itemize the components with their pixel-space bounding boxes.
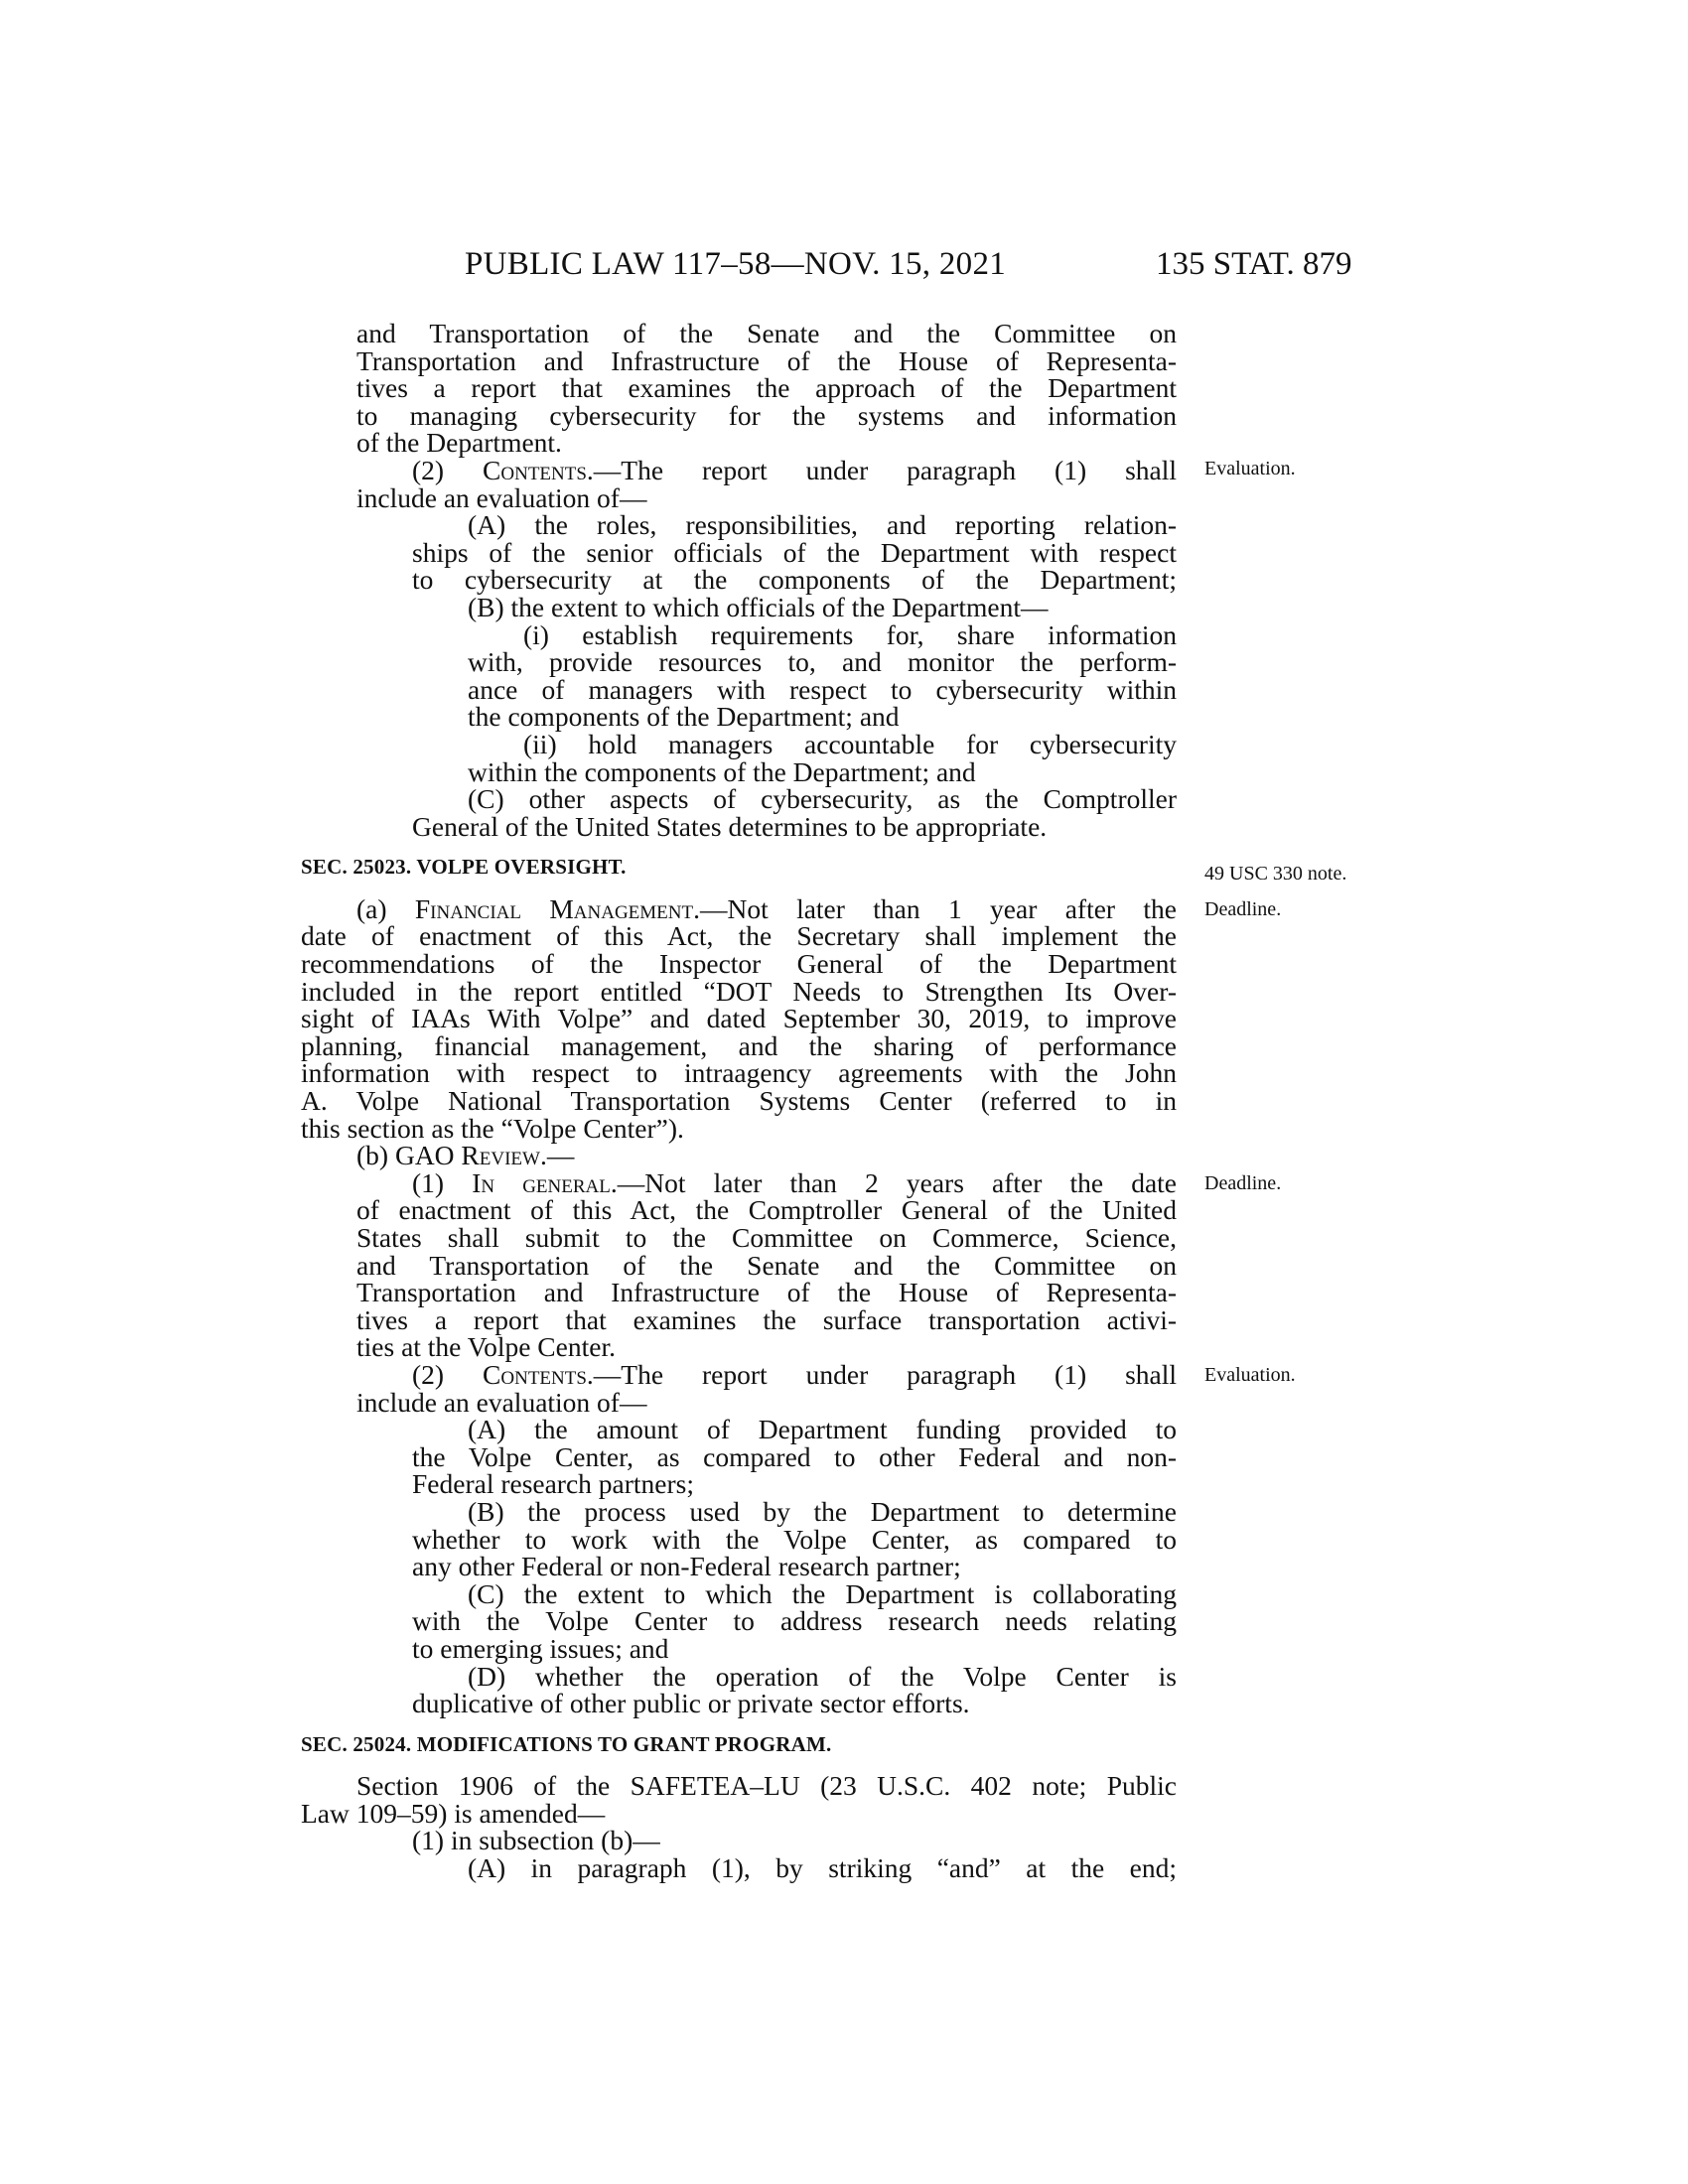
text-line: (ii) hold managers accountable for cybersecurity [523,728,1177,759]
text-line: (C) other aspects of cybersecurity, as the Comptroller [468,783,1177,815]
text-line: States shall submit to the Committee on Commerce, Science, [356,1222,1177,1253]
text-line: and Transportation of the Senate and the Committee on [356,1249,1177,1281]
paragraph-number: (2) [412,1358,445,1390]
paragraph-number: (2) [412,454,445,485]
section-heading: SEC. 25023. VOLPE OVERSIGHT. [301,855,627,880]
text-line: Law 109–59) is amended— [301,1797,606,1829]
text-line: of enactment of this Act, the Comptroller General of the United [356,1194,1177,1226]
margin-note-evaluation: Evaluation. [1204,1364,1296,1386]
text-line: planning, financial management, and the sharing of performance [301,1029,1177,1061]
text-line: (i) establish requirements for, share information [523,618,1177,650]
text-line: information with respect to intraagency agreements with the John [301,1057,1177,1089]
subsection-heading: GAO Review [394,1140,540,1171]
text-line: General of the United States determines to be appropriate. [412,810,1048,842]
subsection-number: (a) [356,892,387,924]
subsection-text: .—Not later than 1 year after the [693,892,1178,924]
paragraph-1-in-general [301,1166,1178,1198]
text-line: (C) the extent to which the Department is collaborating [468,1577,1177,1609]
text-line: within the components of the Department; and [468,755,976,787]
section-heading: SEC. 25024. MODIFICATIONS TO GRANT PROGRAM. [301,1731,832,1756]
paragraph-2-contents [301,1358,1178,1390]
text-line: tives a report that examines the approach of the Department [356,372,1177,404]
paragraph-heading: In general [472,1166,611,1198]
subsection-b-gao-review [301,1142,1177,1169]
text-line: recommendations of the Inspector General of the Department [301,948,1177,980]
text-line: A. Volpe National Transportation Systems Center (referred to in [301,1085,1177,1117]
text-line: duplicative of other public or private sector efforts. [412,1688,970,1719]
text-line: (1) in subsection (b)— [412,1825,660,1856]
text-line: of the Department. [356,427,562,459]
text-line: sight of IAAs With Volpe” and dated September 30, 2019, to improve [301,1003,1177,1034]
text-line: include an evaluation of— [356,481,647,513]
margin-note-deadline: Deadline. [1204,898,1282,920]
subsection-number: (b) [356,1140,389,1171]
text-line: include an evaluation of— [356,1386,647,1418]
paragraph-heading: Contents [483,1358,587,1390]
text-line: tives a report that examines the surface transportation activi- [356,1303,1177,1335]
text-line: Transportation and Infrastructure of the House of Representa- [356,1277,1177,1308]
text-line: ties at the Volpe Center. [356,1331,616,1363]
paragraph-number: (1) [412,1166,445,1198]
text-line: ships of the senior officials of the Department with respect [412,536,1177,568]
margin-note-evaluation: Evaluation. [1204,458,1296,479]
text-line: Transportation and Infrastructure of the House of Representa- [356,344,1177,376]
text-line: to emerging issues; and [412,1632,669,1664]
text-line: Section 1906 of the SAFETEA–LU (23 U.S.C. 402 note; Public [356,1770,1177,1802]
text-line: any other Federal or non-Federal research partner; [412,1551,961,1582]
text-line: with the Volpe Center to address research needs relating [412,1605,1177,1637]
text-line: ance of managers with respect to cybersecurity within [468,673,1177,705]
text-line: the Volpe Center, as compared to other Federal and non- [412,1440,1177,1472]
text-line: the components of the Department; and [468,701,900,733]
paragraph-2-contents [301,454,1178,485]
running-head-title: PUBLIC LAW 117–58—NOV. 15, 2021 [465,246,1007,282]
text-line: (A) the amount of Department funding provided to [468,1414,1177,1445]
paragraph-text: .—Not later than 2 years after the date [610,1166,1178,1198]
text-line: to managing cybersecurity for the systems and information [356,399,1177,431]
text-line: Federal research partners; [412,1468,695,1500]
statute-text-column [301,320,1177,1882]
text-line: this section as the “Volpe Center”). [301,1112,684,1144]
paragraph-text: .—The report under paragraph (1) shall [586,454,1178,485]
subsection-a-financial-management [301,892,1178,924]
text-line: (A) the roles, responsibilities, and reporting relation- [468,509,1177,541]
subsection-heading: Financial Management [414,892,694,924]
text-line: (B) the extent to which officials of the Department— [468,591,1049,622]
text-line: date of enactment of this Act, the Secretary shall implement the [301,920,1177,952]
text-line: (A) in paragraph (1), by striking “and” at the end; [468,1852,1177,1884]
text-line: with, provide resources to, and monitor the perform- [468,646,1177,678]
text-line: whether to work with the Volpe Center, as compared to [412,1523,1177,1555]
margin-note-usc-reference: 49 USC 330 note. [1204,863,1347,885]
paragraph-heading: Contents [483,454,587,485]
text-line: and Transportation of the Senate and the Committee on [356,318,1177,348]
text-line: (D) whether the operation of the Volpe Center is [468,1660,1177,1692]
paragraph-text: .—The report under paragraph (1) shall [586,1358,1178,1390]
margin-note-deadline: Deadline. [1204,1172,1282,1194]
subsection-text: .— [539,1140,575,1171]
text-line: to cybersecurity at the components of the Department; [412,564,1177,596]
page-stat-number: 135 STAT. 879 [1156,246,1352,282]
text-line: (B) the process used by the Department to determine [468,1495,1177,1527]
text-line: included in the report entitled “DOT Needs to Strengthen Its Over- [301,975,1177,1007]
